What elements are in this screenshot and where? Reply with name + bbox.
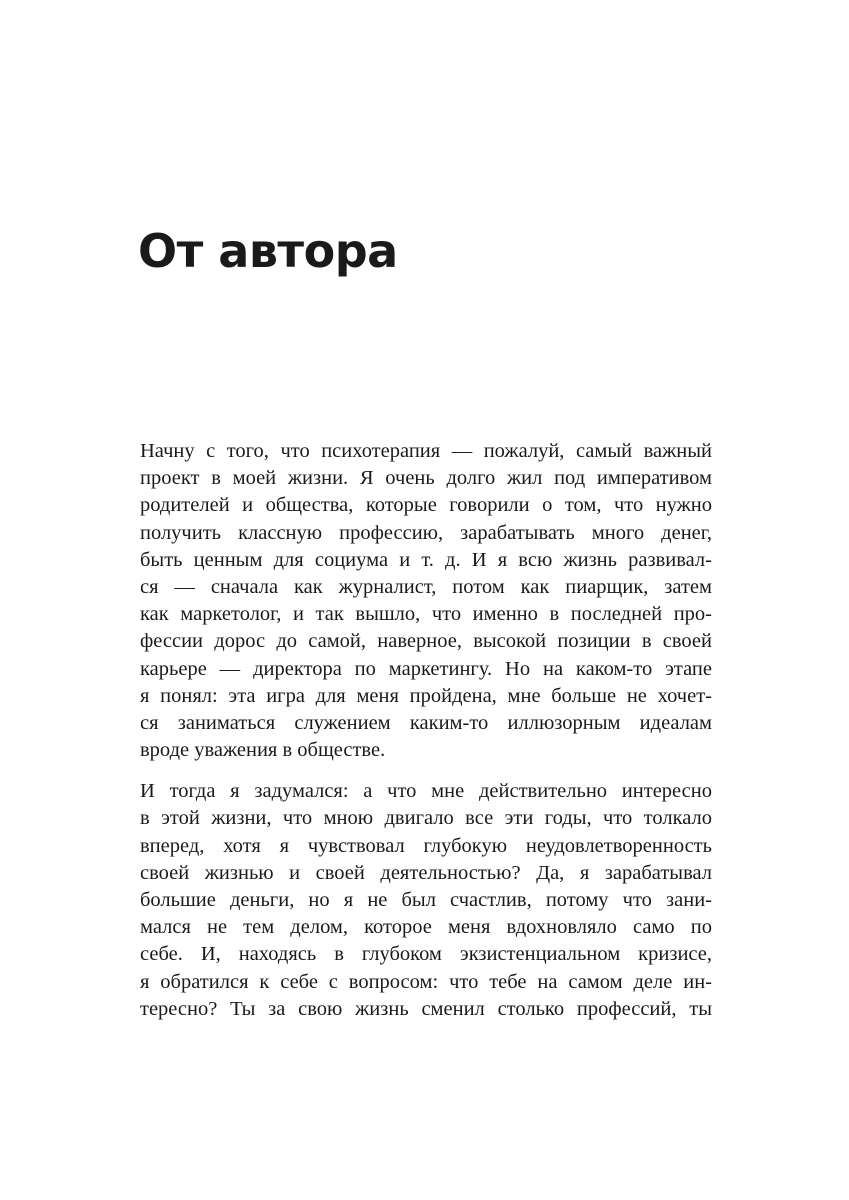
text-line: И тогда я задумался: а что мне действительно интересно [140, 780, 712, 803]
text-line: карьере — директора по маркетингу. Но на каком-то этапе [140, 657, 712, 680]
text-line: вперед, хотя я чувствовал глубокую неудовлетворенность [140, 834, 712, 857]
chapter-title: От автора [138, 224, 398, 278]
body-text [140, 438, 712, 1023]
paragraph-2 [140, 778, 712, 1023]
text-line: фессии дорос до самой, наверное, высокой позиции в своей [140, 630, 712, 653]
text-line: себе. И, находясь в глубоком экзистенциальном кризисе, [140, 943, 712, 966]
text-line: я обратился к себе с вопросом: что тебе на самом деле ин- [140, 970, 712, 993]
paragraph-1 [140, 438, 712, 764]
text-line: своей жизнью и своей деятельностью? Да, я зарабатывал [140, 861, 712, 884]
text-line: я понял: эта игра для меня пройдена, мне больше не хочет- [140, 684, 712, 707]
text-line: большие деньги, но я не был счастлив, потому что зани- [140, 889, 712, 911]
text-line: родителей и общества, которые говорили о том, что нужно [140, 494, 712, 517]
text-line: ся заниматься служением каким-то иллюзорным идеалам [140, 711, 712, 734]
text-line: в этой жизни, что мною двигало все эти годы, что толкало [140, 807, 712, 830]
text-line: Начну с того, что психотерапия — пожалуй, самый важный [140, 440, 712, 462]
text-line: быть ценным для социума и т. д. И я всю жизнь развивал- [140, 548, 712, 571]
text-line: как маркетолог, и так вышло, что именно в последней про- [140, 603, 712, 626]
text-line: вроде уважения в обществе. [140, 739, 386, 762]
text-line: проект в моей жизни. Я очень долго жил под императивом [140, 467, 712, 490]
text-line: тересно? Ты за свою жизнь сменил столько профессий, ты [140, 997, 712, 1020]
text-line: получить классную профессию, зарабатывать много денег, [140, 521, 712, 544]
text-line: мался не тем делом, которое меня вдохновляло само по [140, 916, 712, 939]
text-line: ся — сначала как журналист, потом как пиарщик, затем [140, 575, 712, 598]
